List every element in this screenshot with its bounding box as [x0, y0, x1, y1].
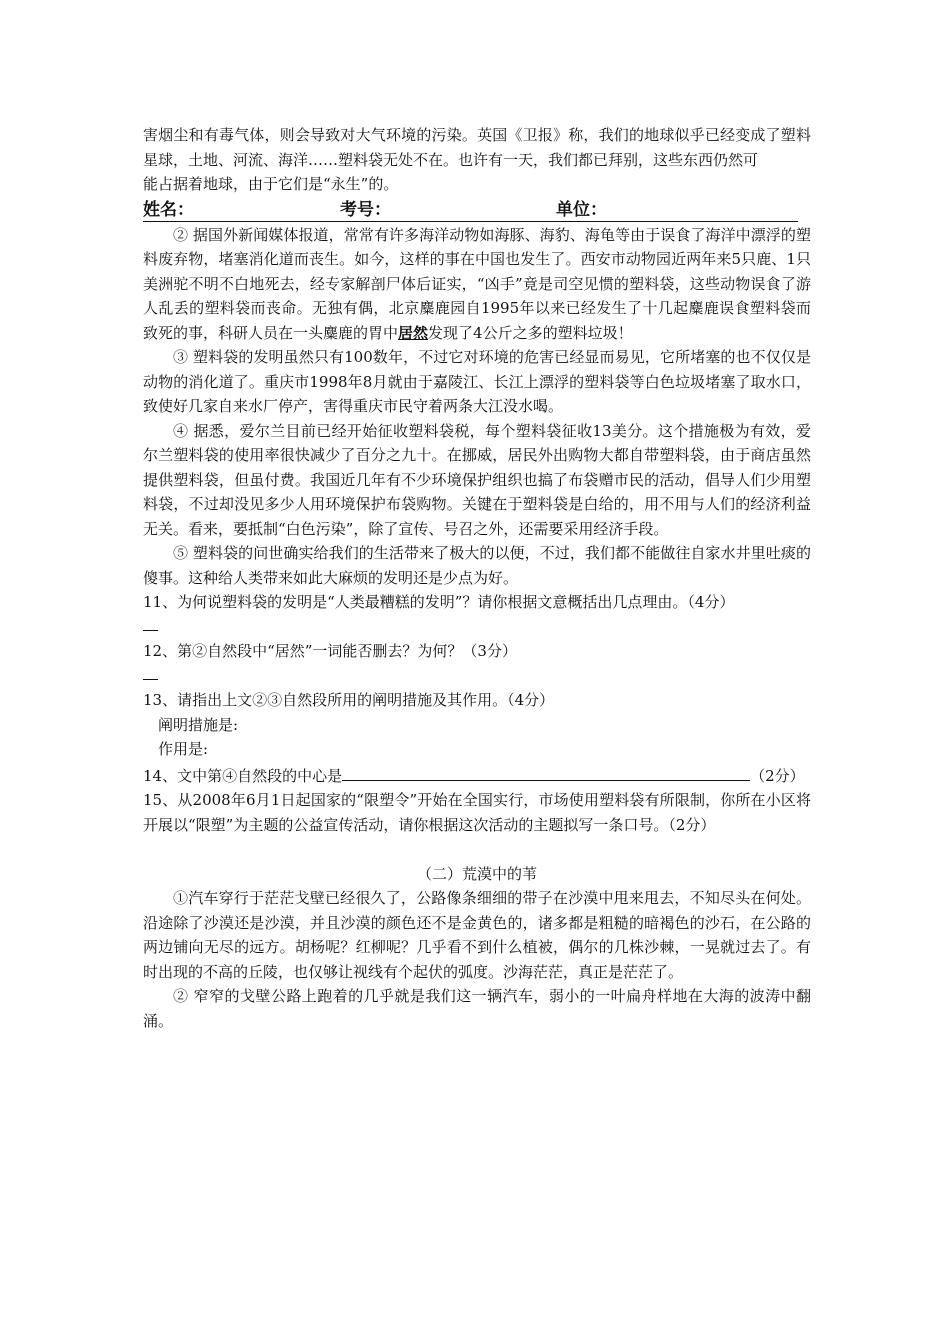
unit-label: 单位：	[556, 199, 607, 220]
intro-paragraph: 害烟尘和有毒气体，则会导致对大气环境的污染。英国《卫报》称，我们的地球似乎已经变成了塑料星球，土地、河流、海洋……塑料袋无处不在。也许有一天，我们都已拜别，这些东西仍然可	[143, 126, 811, 169]
exam-number-label: 考号：	[340, 199, 391, 220]
passage2-paragraph-2: ② 窄窄的戈壁公路上跑着的几乎就是我们这一辆汽车，弱小的一叶扁舟样地在大海的波涛中翻涌。	[143, 987, 811, 1030]
passage1-p2-text: ② 据国外新闻媒体报道，常常有许多海洋动物如海豚、海豹、海龟等由于误食了海洋中漂浮的塑料废弃物，堵塞消化道而丧生。如今，这样的事在中国也发生了。西安市动物园近两年来5只鹿、1只美洲驼不明不白地死去，经专家解剖尸体后证实，“凶手”竟是司空见惯的塑料袋，这些动物误食了游人乱丢的塑料袋而丧命。无独有偶，北京麋鹿园自1995年以来已经发生了十几起麋鹿误食塑料袋而致死的事，科研人员在一头麋鹿的胃中	[143, 225, 811, 342]
passage1-paragraph-5: ⑤ 塑料袋的问世确实给我们的生活带来了极大的以便，不过，我们都不能做往自家水井里吐痰的傻事。这种给人类带来如此大麻烦的发明还是少点为好。	[143, 544, 811, 587]
question-14	[143, 762, 811, 789]
question-13-effect: 作用是:	[158, 740, 209, 758]
passage2-title: （二）荒漠中的苇	[416, 864, 537, 883]
passage1-paragraph-2	[143, 223, 811, 346]
student-info-header	[143, 199, 798, 222]
document-page	[143, 123, 811, 1033]
name-label: 姓名：	[143, 199, 194, 220]
intro-paragraph-end: 能占据着地球，由于它们是“永生”的。	[143, 175, 399, 193]
question-13: 13、请指出上文②③自然段所用的阐明措施及其作用。（4分）	[143, 691, 555, 709]
question-14-prefix: 14、文中第④自然段的中心是	[143, 766, 343, 785]
answer-blank-q14[interactable]	[342, 762, 750, 781]
passage2-paragraph-1: ①汽车穿行于茫茫戈壁已经很久了，公路像条细细的带子在沙漠中甩来甩去，不知尽头在何处。沿途除了沙漠还是沙漠，并且沙漠的颜色还不是金黄色的，诸多都是粗糙的暗褐色的沙石，在公路的两边铺向无尽的远方。胡杨呢？红柳呢？几乎看不到什么植被，偶尔的几株沙棘，一晃就过去了。有时出现的不高的丘陵，也仅够让视线有个起伏的弧度。沙海茫茫，真正是茫茫了。	[143, 889, 811, 981]
passage1-paragraph-4: ④ 据悉，爱尔兰目前已经开始征收塑料袋税，每个塑料袋征收13美分。这个措施极为有效，爱尔兰塑料袋的使用率很快减少了百分之九十。在挪威，居民外出购物大都自带塑料袋，由于商店虽然提供塑料袋，但虽付费。我国近几年有不少环境保护组织也搞了布袋赠市民的活动，倡导人们少用塑料袋，不过却没见多少人用环境保护布袋购物。关键在于塑料袋是白给的，用不用与人们的经济利益无关。看来，要抵制“白色污染”，除了宣传、号召之外，还需要采用经济手段。	[143, 421, 811, 538]
question-13-method: 阐明措施是:	[158, 715, 239, 734]
question-14-suffix: （2分）	[750, 766, 805, 785]
question-11: 11、为何说塑料袋的发明是“人类最糟糕的发明”？请你根据文意概括出几点理由。（4分）	[143, 593, 735, 611]
emphasized-word: 居然	[398, 323, 429, 342]
answer-line-q12[interactable]	[143, 664, 811, 689]
passage1-paragraph-3: ③ 塑料袋的发明虽然只有100数年，不过它对环境的危害已经显而易见，它所堵塞的也不仅仅是动物的消化道了。重庆市1998年8月就由于嘉陵江、长江上漂浮的塑料袋等白色垃圾堵塞了取水口，致使好几家自来水厂停产，害得重庆市民守着两条大江没水喝。	[143, 348, 811, 415]
passage1-p2-text-end: 发现了4公斤之多的塑料垃圾！	[428, 323, 633, 342]
answer-line-q11[interactable]	[143, 615, 811, 640]
question-15: 15、从2008年6月1日起国家的“限塑令”开始在全国实行，市场使用塑料袋有所限制，你所在小区将开展以“限塑”为主题的公益宣传活动，请你根据这次活动的主题拟写一条口号。（2分）	[143, 791, 811, 834]
spacer	[143, 837, 811, 862]
question-12: 12、第②自然段中“居然”一词能否删去？为何？（3分）	[143, 642, 517, 660]
